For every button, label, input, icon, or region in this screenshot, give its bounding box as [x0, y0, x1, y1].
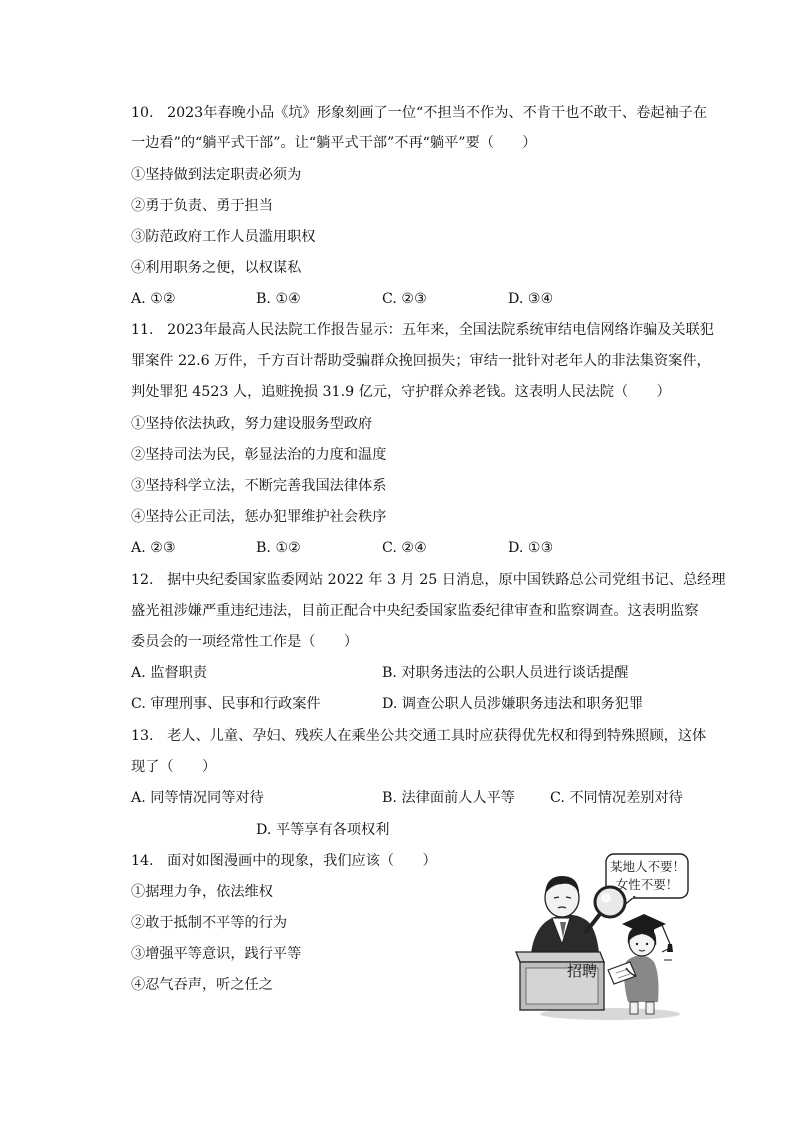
question-10-option-b: B. ①④	[256, 291, 301, 307]
question-12-option-c: C. 审理刑事、民事和行政案件	[131, 696, 321, 712]
question-10-statement-1: ①坚持做到法定职责必须为	[131, 167, 302, 183]
question-11-statement-4: ④坚持公正司法，惩办犯罪维护社会秩序	[131, 509, 387, 525]
question-13-option-d: D. 平等享有各项权利	[256, 822, 390, 838]
question-14-stem-line-1: 14. 面对如图漫画中的现象，我们应该（ ）	[131, 853, 437, 869]
recruitment-sign: 招聘	[567, 962, 598, 980]
question-11-statement-3: ③坚持科学立法，不断完善我国法律体系	[131, 478, 387, 494]
question-11-option-c: C. ②④	[382, 540, 427, 556]
question-10-stem-line-1: 10. 2023年春晚小品《坑》形象刻画了一位“不担当不作为、不肯干也不敢干、卷起袖子在	[131, 105, 708, 121]
question-11-stem-line-1: 11. 2023年最高人民法院工作报告显示：五年来，全国法院系统审结电信网络诈骗及关联犯	[131, 322, 714, 338]
question-11-stem-line-2: 罪案件 22.6 万件，千方百计帮助受骗群众挽回损失；审结一批针对老年人的非法集资案件，	[131, 353, 711, 369]
question-14-statement-1: ①据理力争，依法维权	[131, 884, 273, 900]
recruitment-cartoon	[512, 852, 690, 1024]
question-11-option-b: B. ①②	[256, 540, 301, 556]
question-12-stem-line-3: 委员会的一项经常性工作是（ ）	[131, 634, 359, 650]
speech-bubble-line-1: 某地人不要！	[610, 859, 686, 874]
question-11-statement-2: ②坚持司法为民，彰显法治的力度和温度	[131, 447, 387, 463]
question-11-stem-line-3: 判处罪犯 4523 人，追赃挽损 31.9 亿元，守护群众养老钱。这表明人民法院（ ）	[131, 384, 671, 400]
question-10-option-c: C. ②③	[382, 291, 427, 307]
question-11-option-d: D. ①③	[508, 540, 554, 556]
question-11-option-a: A. ②③	[131, 540, 176, 556]
question-12-stem-line-2: 盛光祖涉嫌严重违纪违法，目前正配合中央纪委国家监委纪律审查和监察调查。这表明监察	[131, 603, 699, 619]
question-12-stem-line-1: 12. 据中央纪委国家监委网站 2022 年 3 月 25 日消息，原中国铁路总公司党组书记、总经理	[131, 572, 726, 588]
question-12-option-a: A. 监督职责	[131, 665, 208, 681]
question-13-option-b: B. 法律面前人人平等	[382, 790, 515, 806]
question-10-statement-3: ③防范政府工作人员滥用职权	[131, 229, 316, 245]
speech-bubble-line-2: 女性不要！	[615, 877, 679, 892]
question-13-option-a: A. 同等情况同等对待	[131, 790, 264, 806]
question-13-option-c: C. 不同情况差别对待	[550, 790, 683, 806]
question-11-statement-1: ①坚持依法执政，努力建设服务型政府	[131, 416, 373, 432]
question-10-stem-line-2: 一边看”的“躺平式干部”。让“躺平式干部”不再“躺平”要（ ）	[131, 135, 537, 151]
question-14-statement-4: ④忍气吞声，听之任之	[131, 977, 273, 993]
question-14-statement-2: ②敢于抵制不平等的行为	[131, 915, 288, 931]
question-12-option-d: D. 调查公职人员涉嫌职务违法和职务犯罪	[382, 696, 644, 712]
question-10-option-d: D. ③④	[508, 291, 554, 307]
question-14-statement-3: ③增强平等意识，践行平等	[131, 946, 302, 962]
question-13-stem-line-2: 现了（ ）	[131, 759, 217, 775]
question-10-statement-2: ②勇于负责、勇于担当	[131, 198, 273, 214]
question-10-statement-4: ④利用职务之便，以权谋私	[131, 260, 302, 276]
question-10-option-a: A. ①②	[131, 291, 176, 307]
question-12-option-b: B. 对职务违法的公职人员进行谈话提醒	[382, 665, 629, 681]
question-13-stem-line-1: 13. 老人、儿童、孕妇、残疾人在乘坐公共交通工具时应获得优先权和得到特殊照顾，这体	[131, 728, 707, 744]
